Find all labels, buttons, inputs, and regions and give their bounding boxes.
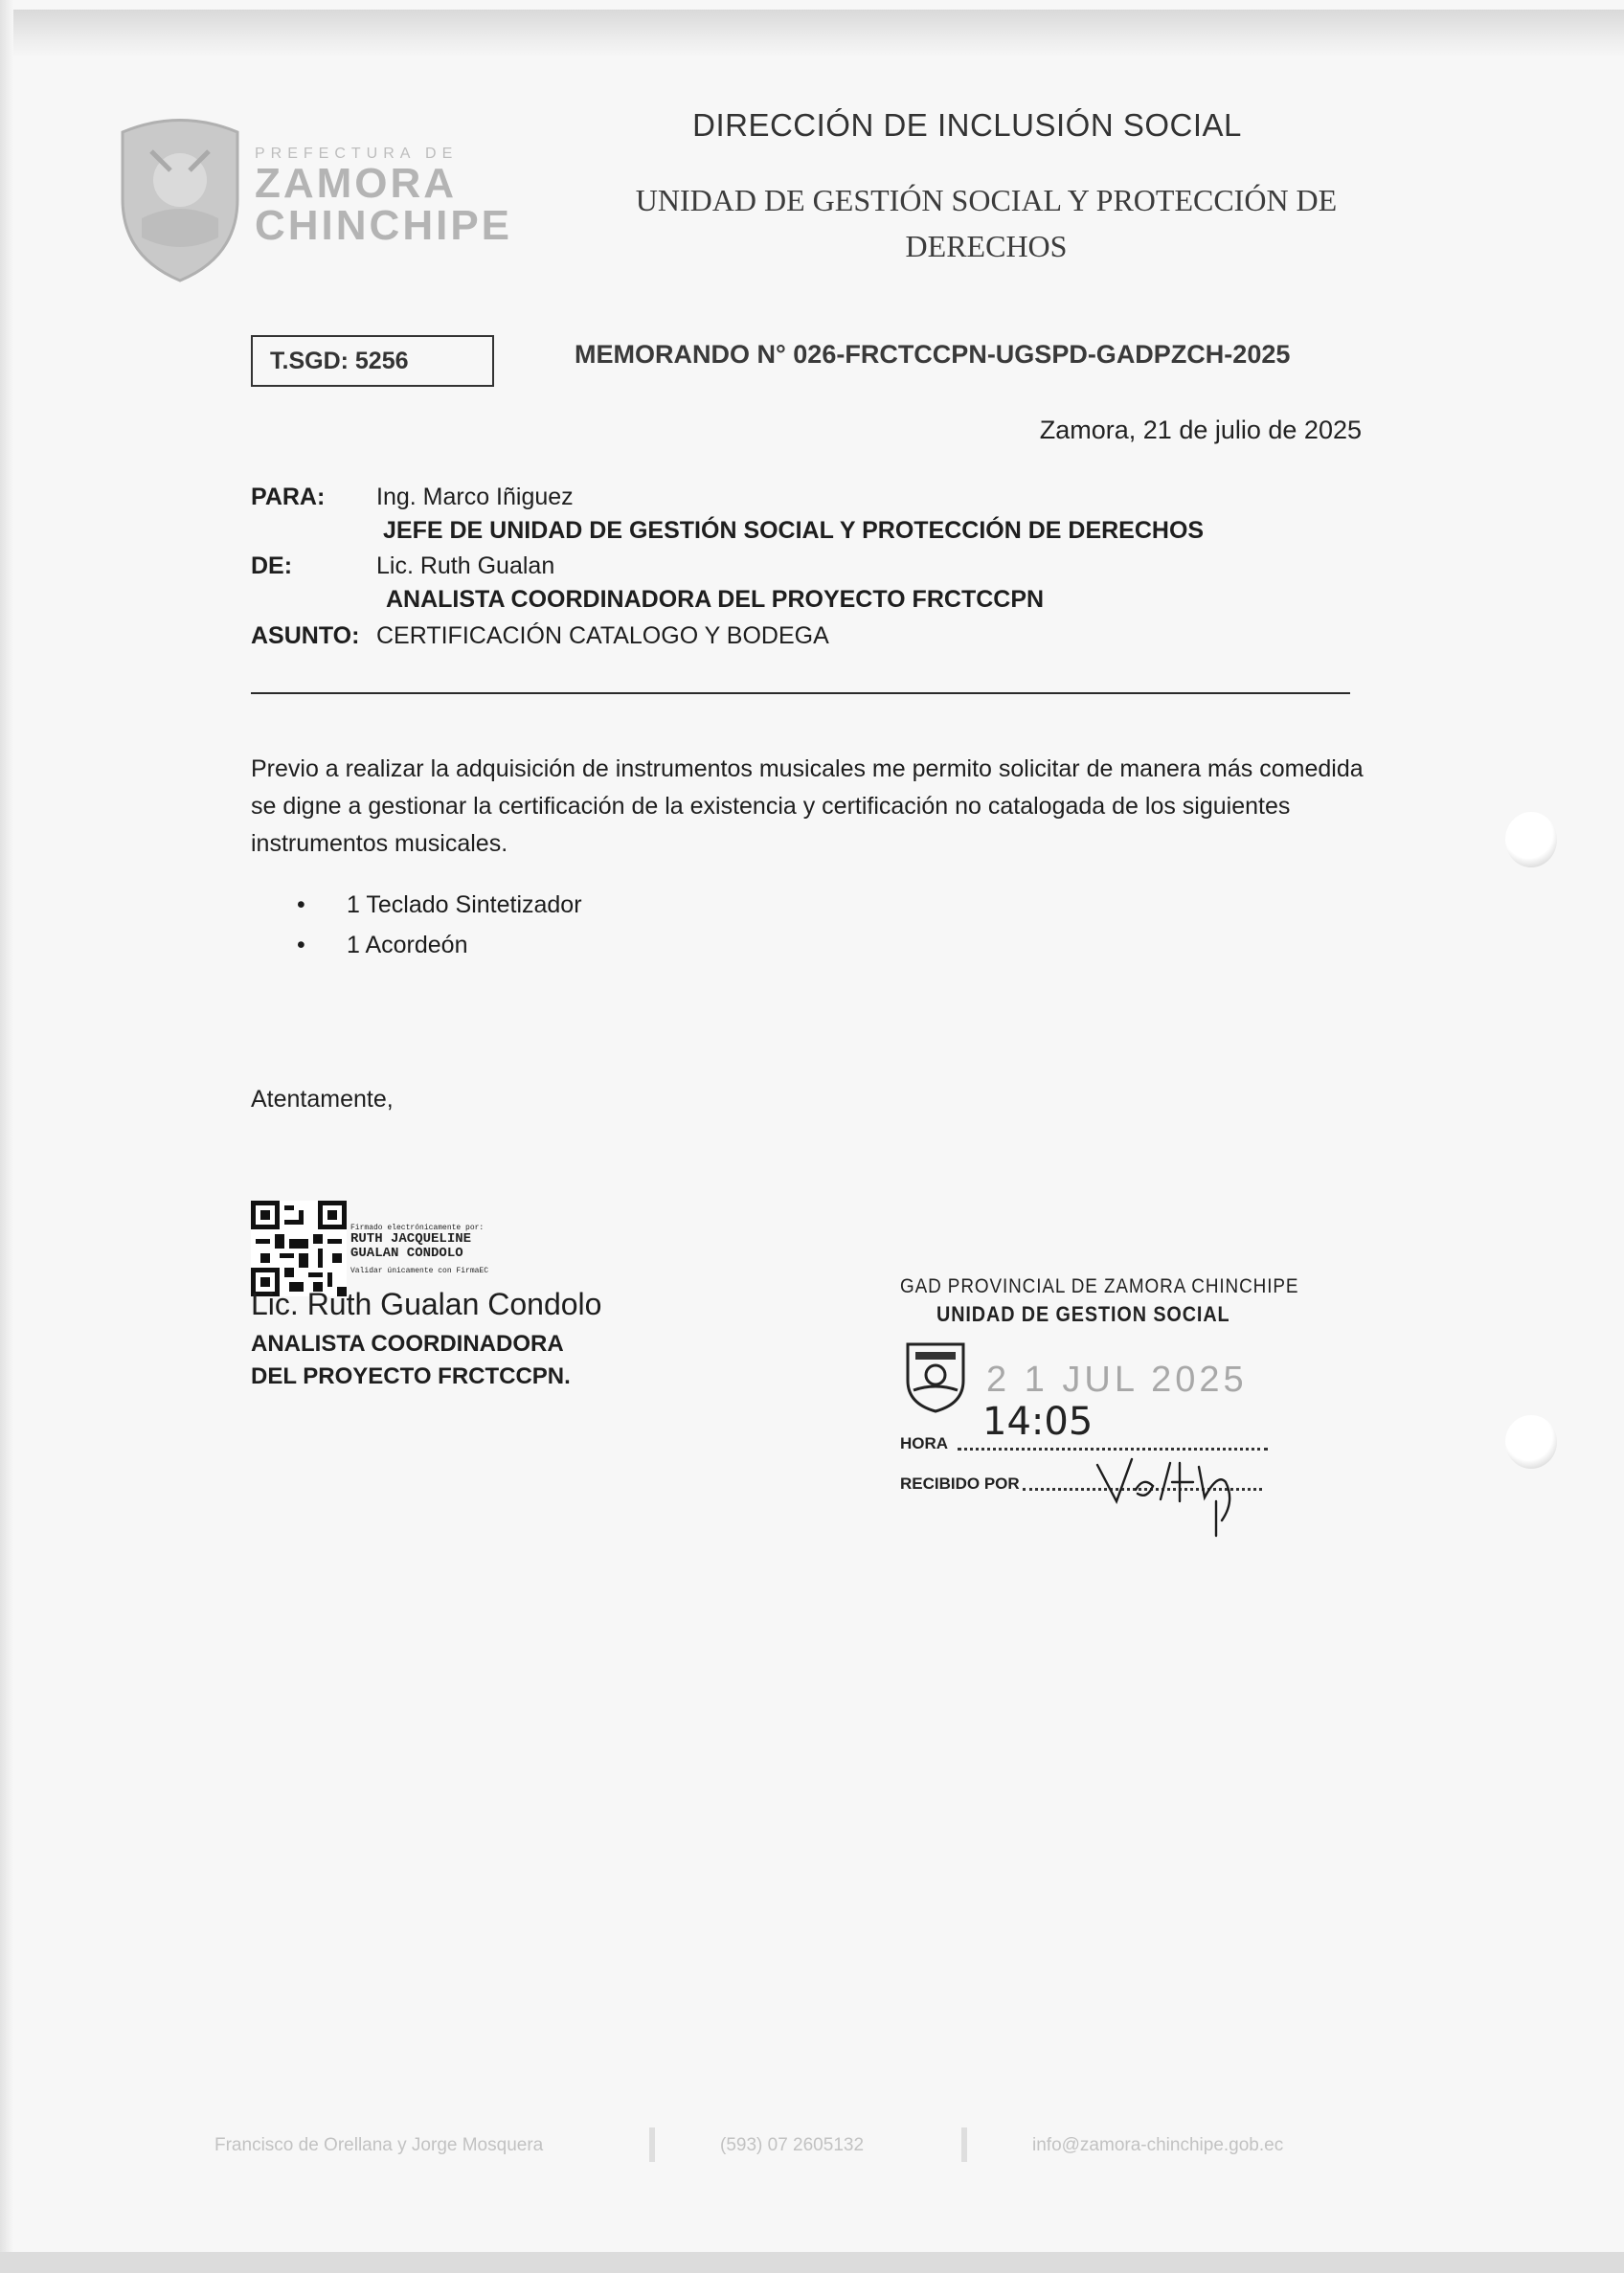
de-label: DE: <box>251 552 293 579</box>
handwritten-signature-icon <box>1092 1444 1264 1540</box>
unit-title-line-2: DERECHOS <box>905 229 1068 263</box>
para-label: PARA: <box>251 484 326 510</box>
logo-line-3: CHINCHIPE <box>255 202 513 249</box>
signer-name: Lic. Ruth Gualan Condolo <box>251 1287 602 1321</box>
stamp-unit: UNIDAD DE GESTION SOCIAL <box>936 1302 1230 1326</box>
e-signature-name-2: GUALAN CONDOLO <box>350 1246 463 1261</box>
stamp-org: GAD PROVINCIAL DE ZAMORA CHINCHIPE <box>900 1275 1299 1297</box>
footer-address: Francisco de Orellana y Jorge Mosquera <box>214 2135 544 2155</box>
memo-date: Zamora, 21 de julio de 2025 <box>1039 416 1362 444</box>
closing-text: Atentamente, <box>251 1086 394 1113</box>
logo-wordmark <box>255 146 512 247</box>
logo-line-2: ZAMORA <box>255 160 458 207</box>
memo-number: MEMORANDO N° 026-FRCTCCPN-UGSPD-GADPZCH-2025 <box>575 340 1291 369</box>
unit-title-line-1: UNIDAD DE GESTIÓN SOCIAL Y PROTECCIÓN DE <box>635 183 1338 217</box>
e-signature-name-1: RUTH JACQUELINE <box>350 1231 472 1247</box>
stamp-recibido-label: RECIBIDO POR <box>900 1474 1020 1493</box>
stamp-seal-icon <box>904 1339 967 1413</box>
footer-separator <box>961 2127 967 2162</box>
stamp-hora-value: 14:05 <box>982 1400 1094 1444</box>
de-role: ANALISTA COORDINADORA DEL PROYECTO FRCTCCPN <box>386 586 1045 613</box>
stamp-hora-label: HORA <box>900 1434 949 1452</box>
para-role: JEFE DE UNIDAD DE GESTIÓN SOCIAL Y PROTECCIÓN DE DERECHOS <box>383 517 1205 544</box>
footer-phone: (593) 07 2605132 <box>720 2135 865 2155</box>
signer-role-2: DEL PROYECTO FRCTCCPN. <box>251 1363 571 1389</box>
coat-of-arms-icon <box>113 113 247 285</box>
instrument-list <box>297 885 582 965</box>
stamp-date: 2 1 JUL 2025 <box>986 1360 1248 1400</box>
scan-edge-left <box>0 0 13 2273</box>
prefectura-logo <box>113 113 513 285</box>
para-name: Ing. Marco Iñiguez <box>376 484 574 510</box>
header-divider <box>251 692 1350 694</box>
logo-line-1: PREFECTURA DE <box>255 146 459 162</box>
footer-separator <box>649 2127 655 2162</box>
list-item: • 1 Acordeón <box>297 925 582 965</box>
de-name: Lic. Ruth Gualan <box>376 552 555 579</box>
tsgd-box: T.SGD: 5256 <box>251 335 494 387</box>
punch-hole <box>1505 1415 1557 1469</box>
list-item: • 1 Teclado Sintetizador <box>297 885 582 925</box>
punch-hole <box>1505 812 1557 867</box>
direction-title: DIRECCIÓN DE INCLUSIÓN SOCIAL <box>692 107 1242 143</box>
footer-email: info@zamora-chinchipe.gob.ec <box>1032 2135 1284 2155</box>
body-paragraph: Previo a realizar la adquisición de instrumentos musicales me permito solicitar de manera más comedida se digne a gestionar la certificación de la existencia y certificación no catalogada de los siguientes instrumentos musicales. <box>251 755 1364 857</box>
scan-edge-bottom <box>0 2252 1624 2273</box>
unit-title <box>555 177 1417 269</box>
signer-role-1: ANALISTA COORDINADORA <box>251 1331 564 1357</box>
asunto-value: CERTIFICACIÓN CATALOGO Y BODEGA <box>376 622 829 649</box>
scan-edge-top <box>0 10 1624 57</box>
e-signature-text <box>350 1224 488 1275</box>
e-signature-validate: Validar únicamente con FirmaEC <box>350 1267 489 1275</box>
e-signature-caption: Firmado electrónicamente por: <box>350 1224 485 1232</box>
qr-code-icon <box>251 1201 347 1296</box>
asunto-label: ASUNTO: <box>251 622 360 649</box>
